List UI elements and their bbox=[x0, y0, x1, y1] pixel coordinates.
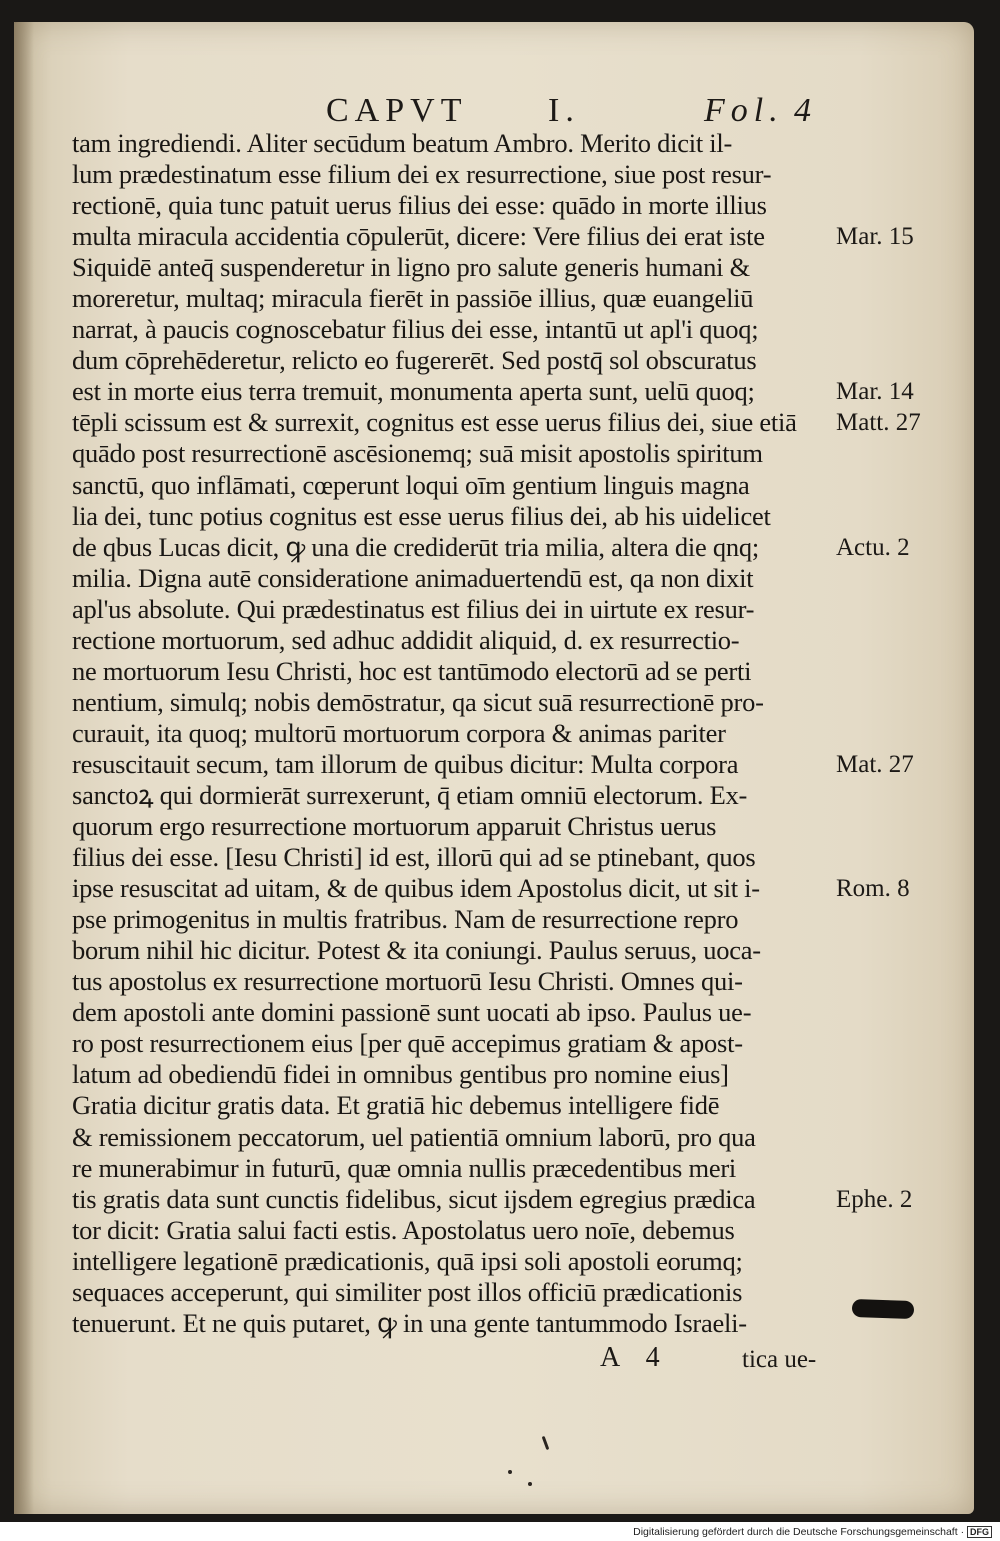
text-line: Siquidē anteq̄ suspenderetur in ligno pro salute generis humani & bbox=[72, 252, 751, 283]
text-line: quorum ergo resurrectione mortuorum apparuit Christus uerus bbox=[72, 811, 717, 842]
text-line: sanctū, quo inflāmati, cœperunt loqui oīm gentium linguis magna bbox=[72, 469, 750, 500]
text-line: quādo post resurrectionē ascēsionemq; suā misit apostolis spiritum bbox=[72, 438, 763, 469]
text-line: latum ad obediendū fidei in omnibus gentibus pro nomine eius] bbox=[72, 1059, 729, 1090]
text-line: est in morte eius terra tremuit, monumenta aperta sunt, uelū quoq; bbox=[72, 376, 755, 407]
text-line: resuscitauit secum, tam illorum de quibus dicitur: Multa corpora bbox=[72, 748, 739, 779]
book-page bbox=[14, 22, 974, 1514]
text-line: ro post resurrectionem eius [per quē accepimus gratiam & apost- bbox=[72, 1028, 743, 1059]
text-line: rectione mortuorum, sed adhuc addidit aliquid, d. ex resurrectio- bbox=[72, 624, 740, 655]
marginal-reference: Ephe. 2 bbox=[836, 1185, 913, 1213]
text-line: de qbus Lucas dicit, ꝙ una die crediderūt tria milia, altera die qnq; bbox=[72, 531, 759, 562]
text-line: lum prædestinatum esse filium dei ex resurrectione, siue post resur- bbox=[72, 159, 772, 190]
text-line: Gratia dicitur gratis data. Et gratiā hic debemus intelligere fidē bbox=[72, 1090, 720, 1121]
credit-text: Digitalisierung gefördert durch die Deutsche Forschungsgemeinschaft bbox=[633, 1526, 958, 1538]
text-line: sanctoꝝ qui dormierāt surrexerunt, q̄ etiam omniū electorum. Ex- bbox=[72, 779, 748, 810]
header-caput: CAPVT bbox=[326, 92, 468, 129]
digitization-credit: Digitalisierung gefördert durch die Deutsche Forschungsgemeinschaft · DFG bbox=[633, 1526, 992, 1538]
marginal-reference: Mar. 15 bbox=[836, 223, 914, 251]
text-line: dem apostoli ante domini passionē sunt uocati ab ipso. Paulus ue- bbox=[72, 997, 752, 1028]
text-line: intelligere legationē prædicationis, quā ipsi soli apostoli eorumq; bbox=[72, 1245, 743, 1276]
ink-mark bbox=[508, 1470, 512, 1474]
marginal-reference: Actu. 2 bbox=[836, 533, 910, 561]
text-line: dum cōprehēderetur, relicto eo fugererēt. Sed postq̄ sol obscuratus bbox=[72, 345, 757, 376]
ink-mark bbox=[528, 1482, 532, 1486]
header-folio-label: Fol. bbox=[704, 92, 784, 129]
header-chapter: I. bbox=[548, 92, 580, 129]
text-line: moreretur, multaq; miracula fierēt in passiōe illius, quæ euangeliū bbox=[72, 283, 754, 314]
signature-mark: A 4 bbox=[600, 1342, 670, 1373]
header-folio-number: 4 bbox=[794, 92, 817, 129]
catchword: tica ue- bbox=[742, 1346, 817, 1373]
text-line: re munerabimur in futurū, quæ omnia nullis præcedentibus meri bbox=[72, 1152, 737, 1183]
text-line: tam ingrediendi. Aliter secūdum beatum Ambro. Merito dicit il- bbox=[72, 128, 733, 158]
page-footer bbox=[14, 1342, 974, 1382]
marginal-reference: Mat. 27 bbox=[836, 751, 914, 778]
text-line: & remissionem peccatorum, uel patientiā omnium laborū, pro qua bbox=[72, 1121, 756, 1152]
text-line: pse primogenitus in multis fratribus. Nam de resurrectione repro bbox=[72, 904, 739, 935]
text-line: tenuerunt. Et ne quis putaret, ꝙ in una gente tantummodo Israeli- bbox=[72, 1307, 747, 1338]
marginal-notes bbox=[14, 22, 974, 1514]
text-line: lia dei, tunc potius cognitus est esse uerus filius dei, ab his uidelicet bbox=[72, 500, 771, 531]
text-line: narrat, à paucis cognoscebatur filius dei esse, intantū ut apl'i quoq; bbox=[72, 314, 759, 345]
text-line: tus apostolus ex resurrectione mortuorū Iesu Christi. Omnes qui- bbox=[72, 966, 743, 997]
text-line: multa miracula accidentia cōpulerūt, dicere: Vere filius dei erat iste bbox=[72, 221, 765, 252]
text-line: apl'us absolute. Qui prædestinatus est filius dei in uirtute ex resur- bbox=[72, 593, 755, 624]
marginal-reference: Mar. 14 bbox=[836, 378, 914, 406]
text-line: tēpli scissum est & surrexit, cognitus est esse uerus filius dei, siue etiā bbox=[72, 407, 797, 438]
text-line: nentium, simulq; nobis demōstratur, qa sicut suā resurrectionē pro- bbox=[72, 686, 764, 717]
text-line: tor dicit: Gratia salui facti estis. Apostolatus uero noīe, debemus bbox=[72, 1214, 735, 1245]
ink-smudge bbox=[852, 1299, 915, 1319]
text-line: milia. Digna autē consideratione animaduertendū est, qa non dixit bbox=[72, 562, 754, 593]
text-line: tis gratis data sunt cunctis fidelibus, sicut ijsdem egregius prædica bbox=[72, 1183, 756, 1214]
text-line: sequaces acceperunt, qui similiter post illos officiū prædicationis bbox=[72, 1276, 743, 1307]
text-line: filius dei esse. [Iesu Christi] id est, illorū qui ad se ptinebant, quos bbox=[72, 842, 756, 873]
text-line: rectionē, quia tunc patuit uerus filius dei esse: quādo in morte illius bbox=[72, 190, 767, 221]
text-line: curauit, ita quoq; multorū mortuorum corpora & animas pariter bbox=[72, 717, 726, 748]
text-line: ipse resuscitat ad uitam, & de quibus idem Apostolus dicit, ut sit i- bbox=[72, 873, 760, 904]
marginal-reference: Matt. 27 bbox=[836, 409, 921, 437]
dfg-logo: DFG bbox=[967, 1526, 992, 1538]
marginal-reference: Rom. 8 bbox=[836, 875, 910, 903]
text-line: ne mortuorum Iesu Christi, hoc est tantūmodo electorū ad se perti bbox=[72, 655, 752, 686]
text-line: borum nihil hic dicitur. Potest & ita coniungi. Paulus seruus, uoca- bbox=[72, 935, 761, 966]
